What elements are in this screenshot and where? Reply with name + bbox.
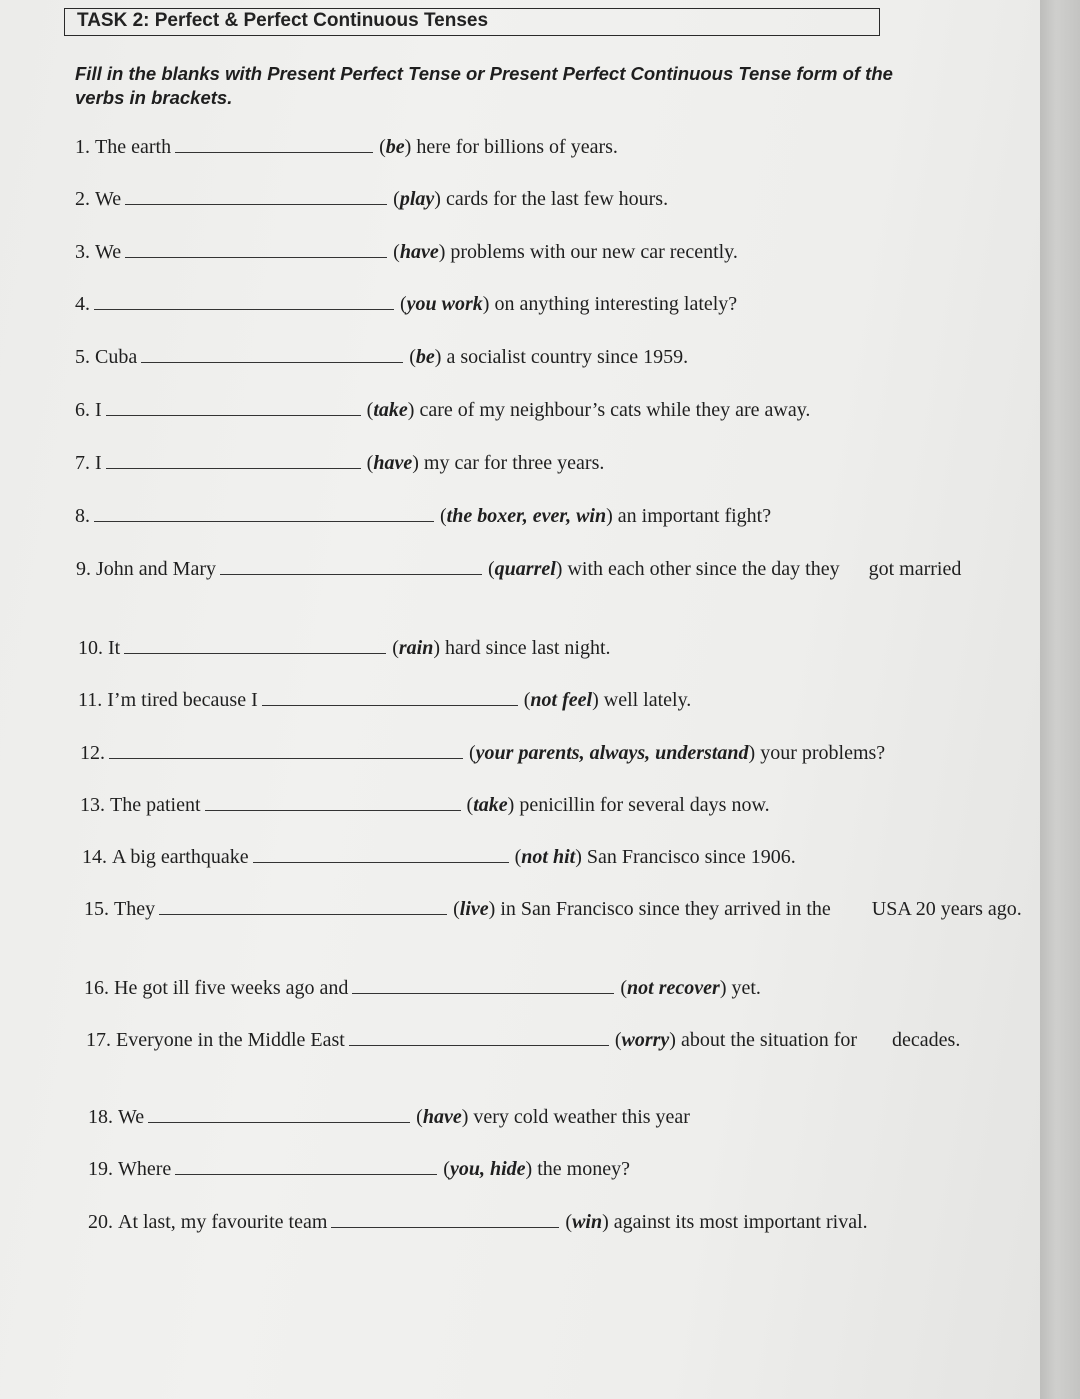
instructions: Fill in the blanks with Present Perfect Tense or Present Perfect Continuous Tense form of the verbs in brackets.	[75, 63, 893, 108]
question-4: 4. (you work) on anything interesting lately?	[75, 293, 738, 315]
question-prefix: Everyone in the Middle East	[116, 1029, 345, 1051]
question-20: 20. At last, my favourite team (win) against its most important rival.	[88, 1211, 868, 1233]
question-12: 12. (your parents, always, understand) your problems?	[80, 742, 886, 764]
verb-hint: take	[373, 399, 408, 421]
question-15: 15. They (live) in San Francisco since they arrived in the USA 20 years ago.	[84, 898, 1022, 920]
question-number: 11.	[78, 689, 103, 711]
verb-hint: have	[422, 1106, 462, 1128]
question-prefix: Cuba	[95, 346, 138, 368]
verb-hint: your parents, always, understand	[475, 742, 749, 764]
verb-hint: have	[399, 241, 439, 263]
verb-hint: worry	[621, 1029, 670, 1051]
answer-blank[interactable]	[148, 1106, 410, 1123]
task-title: TASK 2: Perfect & Perfect Continuous Tenses	[77, 10, 489, 31]
question-11: 11. I’m tired because I (not feel) well lately.	[78, 689, 692, 711]
question-suffix: on anything interesting lately?	[494, 293, 738, 315]
answer-blank[interactable]	[175, 136, 373, 153]
question-suffix: well lately.	[603, 689, 692, 711]
answer-blank[interactable]	[125, 241, 387, 258]
question-continuation: got married	[868, 558, 962, 580]
verb-hint: not feel	[530, 689, 593, 711]
question-17: 17. Everyone in the Middle East (worry) about the situation for decades.	[86, 1029, 961, 1051]
answer-blank[interactable]	[220, 558, 482, 575]
question-number: 12.	[80, 742, 105, 764]
background-edge	[1040, 0, 1080, 1399]
answer-blank[interactable]	[159, 898, 447, 915]
question-suffix: yet.	[731, 977, 761, 999]
answer-blank[interactable]	[352, 977, 614, 994]
answer-blank[interactable]	[124, 637, 386, 654]
question-prefix: I	[95, 452, 102, 474]
question-19: 19. Where (you, hide) the money?	[88, 1158, 630, 1180]
question-number: 5.	[75, 346, 90, 368]
question-number: 18.	[88, 1106, 113, 1128]
verb-hint: the boxer, ever, win	[446, 505, 607, 527]
verb-hint: you, hide	[449, 1158, 526, 1180]
question-prefix: It	[108, 637, 121, 659]
question-3: 3. We (have) problems with our new car recently.	[75, 241, 738, 263]
question-number: 20.	[88, 1211, 113, 1233]
question-number: 10.	[78, 637, 103, 659]
question-1: 1. The earth (be) here for billions of years.	[75, 136, 618, 158]
question-prefix: They	[114, 898, 156, 920]
answer-blank[interactable]	[175, 1158, 437, 1175]
task-title-box	[64, 8, 880, 36]
question-suffix: very cold weather this year	[473, 1106, 690, 1128]
question-number: 1.	[75, 136, 90, 158]
verb-hint: rain	[398, 637, 434, 659]
question-prefix: John and Mary	[96, 558, 216, 580]
question-2: 2. We (play) cards for the last few hours.	[75, 188, 669, 210]
question-suffix: care of my neighbour’s cats while they are away.	[419, 399, 811, 421]
question-suffix: your problems?	[760, 742, 886, 764]
verb-hint: you work	[406, 293, 483, 315]
question-prefix: We	[95, 188, 122, 210]
question-suffix: in San Francisco since they arrived in the	[500, 898, 831, 920]
question-continuation: USA 20 years ago.	[871, 898, 1022, 920]
question-number: 16.	[84, 977, 109, 999]
verb-hint: not recover	[627, 977, 720, 999]
question-prefix: The patient	[110, 794, 201, 816]
answer-blank[interactable]	[94, 293, 394, 310]
question-8: 8. (the boxer, ever, win) an important fight?	[75, 505, 772, 527]
question-prefix: I	[95, 399, 102, 421]
question-number: 13.	[80, 794, 105, 816]
question-number: 15.	[84, 898, 109, 920]
verb-hint: play	[399, 188, 435, 210]
question-number: 3.	[75, 241, 90, 263]
verb-hint: quarrel	[494, 558, 556, 580]
answer-blank[interactable]	[106, 452, 361, 469]
question-suffix: hard since last night.	[445, 637, 611, 659]
question-9: 9. John and Mary (quarrel) with each other since the day they got married	[76, 558, 962, 580]
question-prefix: We	[118, 1106, 145, 1128]
question-prefix: We	[95, 241, 122, 263]
question-suffix: against its most important rival.	[613, 1211, 868, 1233]
question-18: 18. We (have) very cold weather this year	[88, 1106, 690, 1128]
answer-blank[interactable]	[125, 188, 387, 205]
question-continuation: decades.	[892, 1029, 961, 1051]
answer-blank[interactable]	[262, 689, 518, 706]
question-6: 6. I (take) care of my neighbour’s cats while they are away.	[75, 399, 811, 421]
question-number: 6.	[75, 399, 90, 421]
verb-hint: not hit	[521, 846, 576, 868]
question-10: 10. It (rain) hard since last night.	[78, 637, 611, 659]
answer-blank[interactable]	[94, 505, 434, 522]
verb-hint: be	[415, 346, 435, 368]
question-suffix: San Francisco since 1906.	[586, 846, 796, 868]
question-prefix: The earth	[95, 136, 172, 158]
verb-hint: take	[473, 794, 508, 816]
answer-blank[interactable]	[141, 346, 403, 363]
question-prefix: At last, my favourite team	[118, 1211, 328, 1233]
question-number: 9.	[76, 558, 91, 580]
question-suffix: problems with our new car recently.	[450, 241, 738, 263]
verb-hint: be	[385, 136, 405, 158]
question-suffix: here for billions of years.	[416, 136, 618, 158]
question-prefix: I’m tired because I	[107, 689, 258, 711]
question-suffix: with each other since the day they	[567, 558, 840, 580]
question-prefix: He got ill five weeks ago and	[114, 977, 349, 999]
answer-blank[interactable]	[349, 1029, 609, 1046]
question-number: 2.	[75, 188, 90, 210]
question-suffix: the money?	[537, 1158, 630, 1180]
question-suffix: a socialist country since 1959.	[446, 346, 689, 368]
question-suffix: penicillin for several days now.	[519, 794, 770, 816]
question-suffix: my car for three years.	[423, 452, 605, 474]
answer-blank[interactable]	[106, 399, 361, 416]
verb-hint: have	[373, 452, 413, 474]
question-number: 14.	[82, 846, 107, 868]
question-prefix: A big earthquake	[112, 846, 249, 868]
question-number: 17.	[86, 1029, 111, 1051]
question-suffix: cards for the last few hours.	[445, 188, 669, 210]
answer-blank[interactable]	[205, 794, 461, 811]
question-16: 16. He got ill five weeks ago and (not recover) yet.	[84, 977, 761, 999]
question-14: 14. A big earthquake (not hit) San Francisco since 1906.	[82, 846, 796, 868]
question-prefix: Where	[118, 1158, 172, 1180]
answer-blank[interactable]	[253, 846, 509, 863]
answer-blank[interactable]	[331, 1211, 559, 1228]
verb-hint: win	[572, 1211, 603, 1233]
question-13: 13. The patient (take) penicillin for several days now.	[80, 794, 770, 816]
question-number: 7.	[75, 452, 90, 474]
question-number: 19.	[88, 1158, 113, 1180]
verb-hint: live	[459, 898, 489, 920]
question-5: 5. Cuba (be) a socialist country since 1959.	[75, 346, 689, 368]
question-7: 7. I (have) my car for three years.	[75, 452, 605, 474]
question-number: 4.	[75, 293, 90, 315]
question-suffix: about the situation for	[680, 1029, 858, 1051]
answer-blank[interactable]	[109, 742, 463, 759]
question-suffix: an important fight?	[617, 505, 772, 527]
question-number: 8.	[75, 505, 90, 527]
